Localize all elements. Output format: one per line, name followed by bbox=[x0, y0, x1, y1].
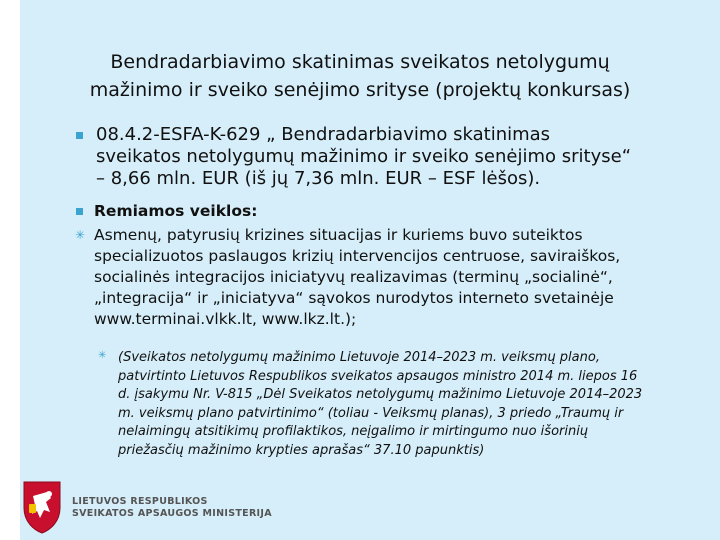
sub-bullet-line: patvirtinto Lietuvos Respublikos sveikatos apsaugos ministro 2014 m. liepos 16 bbox=[118, 368, 638, 384]
bullet-line: 08.4.2-ESFA-K-629 „ Bendradarbiavimo skatinimas bbox=[96, 124, 551, 145]
square-bullet-icon bbox=[76, 132, 83, 139]
slide-title bbox=[40, 48, 680, 104]
bullet-line: socialinės integracijos iniciatyvų realizavimas (terminų „socialinė“, bbox=[94, 268, 613, 286]
sub-bullet-line: priežasčių mažinimo krypties aprašas“ 37.10 papunktis) bbox=[118, 442, 485, 458]
square-bullet-icon bbox=[76, 208, 83, 215]
logo-line-1: LIETUVOS RESPUBLIKOS bbox=[72, 496, 208, 507]
bullet-text bbox=[94, 225, 694, 330]
sub-bullet-text bbox=[118, 349, 678, 460]
logo-line-2: SVEIKATOS APSAUGOS MINISTERIJA bbox=[72, 508, 272, 519]
title-line-2: mažinimo ir sveiko senėjimo srityse (projektų konkursas) bbox=[89, 79, 631, 101]
ministry-logo bbox=[20, 478, 280, 534]
bullet-line: specializuotos paslaugos krizių intervencijos centruose, savirаiškos, bbox=[94, 247, 621, 265]
sub-bullet-line: m. veiksmų plano patvirtinimo“ (toliau - Veiksmų planas), 3 priedo „Traumų ir bbox=[118, 405, 624, 421]
bullet-line: Asmenų, patyrusių krizines situacijas ir kuriems buvo suteiktos bbox=[94, 226, 583, 244]
bullet-line: sveikatos netolygumų mažinimo ir sveiko senėjimo srityse“ bbox=[96, 146, 632, 167]
title-line-1: Bendradarbiavimo skatinimas sveikatos netolygumų bbox=[110, 51, 610, 73]
asterisk-bullet-icon: ✳ bbox=[98, 350, 107, 361]
sub-bullet-line: nelaimingų atsitikimų profilaktikos, neįgalimo ir mirtingumo nuo išorinių bbox=[118, 424, 589, 439]
bullet-line: – 8,66 mln. EUR (iš jų 7,36 mln. EUR – ESF lėšos). bbox=[96, 168, 541, 189]
asterisk-bullet-icon: ✳ bbox=[75, 228, 86, 242]
bullet-text bbox=[96, 124, 696, 190]
bullet-label: Remiamos veiklos: bbox=[94, 202, 258, 220]
bullet-line: www.terminai.vlkk.lt, www.lkz.lt.); bbox=[94, 310, 357, 328]
bullet-line: „integracija“ ir „iniciatyva“ sąvokos nurodytos interneto svetainėje bbox=[94, 289, 614, 307]
coat-of-arms-icon bbox=[20, 478, 64, 534]
sub-bullet-line: d. įsakymu Nr. V-815 „Dėl Sveikatos netolygumų mažinimo Lietuvoje 2014–2023 bbox=[118, 387, 643, 402]
sub-bullet-line: (Sveikatos netolygumų mažinimo Lietuvoje 2014–2023 m. veiksmų plano, bbox=[118, 350, 600, 365]
